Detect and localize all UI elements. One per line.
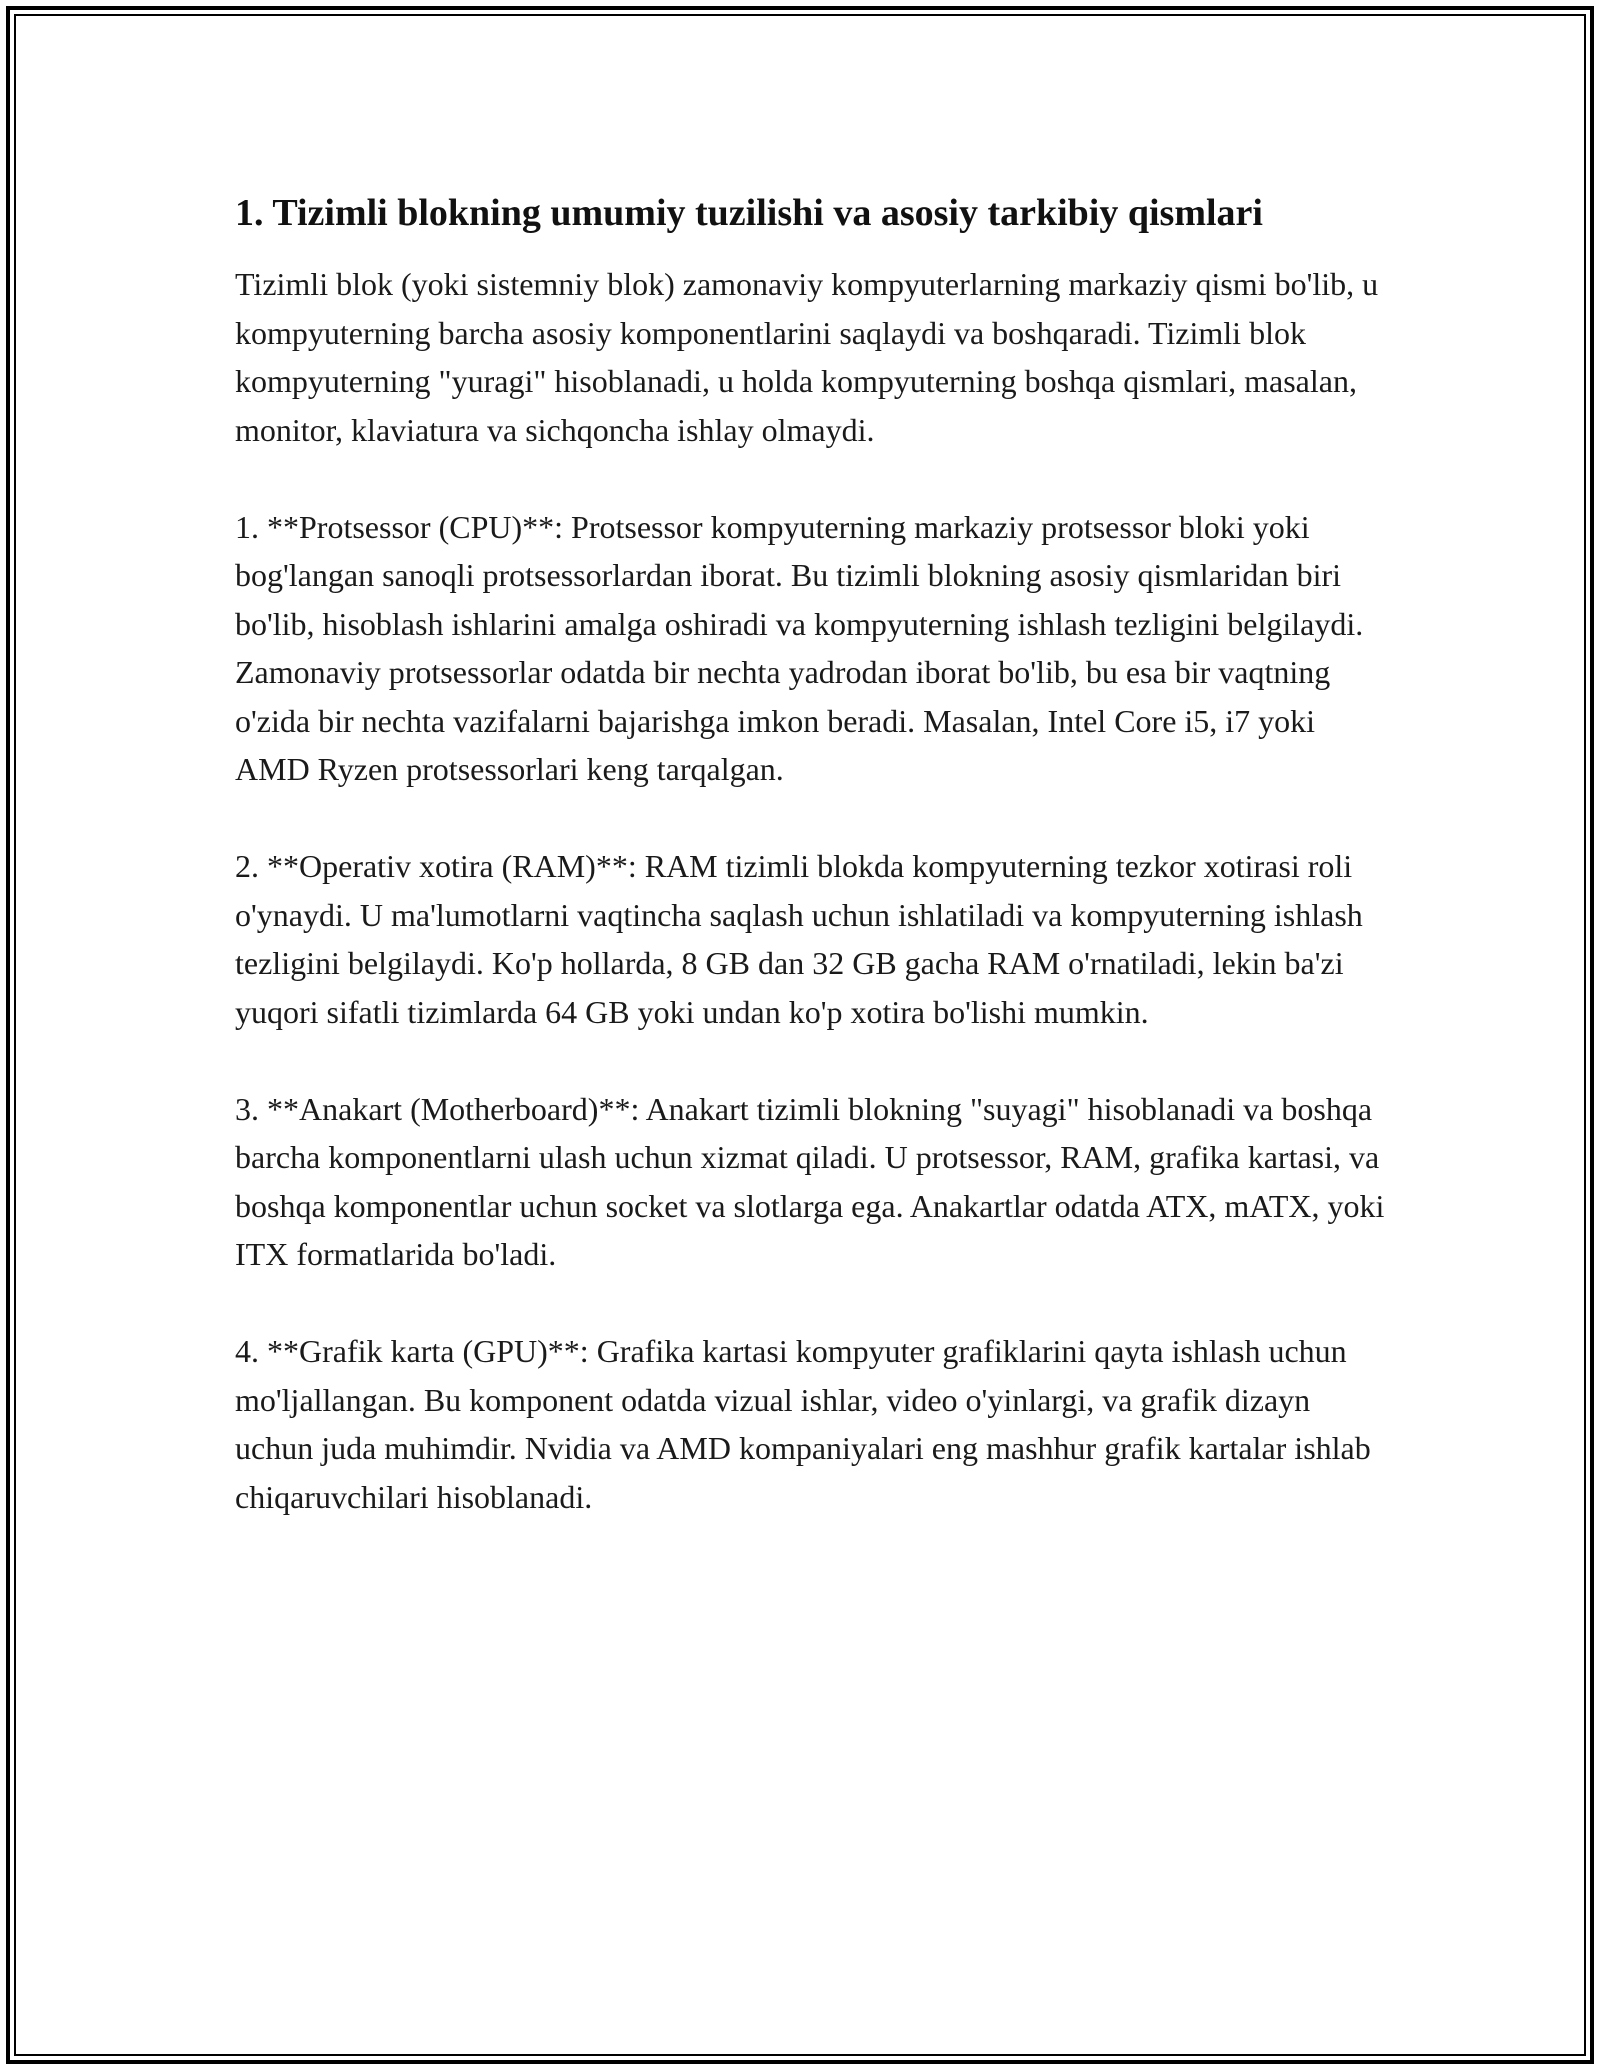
list-item-motherboard: 3. **Anakart (Motherboard)**: Anakart tizimli blokning "suyagi" hisoblanadi va boshqa barcha komponentlarni ulash uchun xizmat qiladi. U protsessor, RAM, grafika kartasi, va boshqa komponentlar uchun socket va slotlarga ega. Anakartlar odatda ATX, mATX, yoki ITX formatlarida bo'ladi. xyxy=(235,1090,1385,1272)
list-item-cpu: 1. **Protsessor (CPU)**: Protsessor kompyuterning markaziy protsessor bloki yoki bog'langan sanoqli protsessorlardan iborat. Bu tizimli blokning asosiy qismlaridan biri bo'lib, hisoblash ishlarini amalga oshiradi va kompyuterning ishlash tezligini belgilaydi. Zamonaviy protsessorlar odatda bir nechta yadrodan iborat bo'lib, bu esa bir vaqtning o'zida bir nechta vazifalarni bajarishga imkon beradi. Masalan, Intel Core i5, i7 yoki AMD Ryzen protsessorlari keng tarqalgan. xyxy=(235,508,1364,787)
intro-paragraph: Tizimli blok (yoki sistemniy blok) zamonaviy kompyuterlarning markaziy qismi bo'lib, u kompyuterning barcha asosiy komponentlarini saqlaydi va boshqaradi. Tizimli blok kompyuterning "yuragi" hisoblanadi, u holda kompyuterning boshqa qismlari, masalan, monitor, klaviatura va sichqoncha ishlay olmaydi. xyxy=(235,266,1379,448)
list-item-gpu: 4. **Grafik karta (GPU)**: Grafika kartasi kompyuter grafiklarini qayta ishlash uchun mo'ljallangan. Bu komponent odatda vizual ishlar, video o'yinlargi, va grafik dizayn uchun juda muhimdir. Nvidia va AMD kompaniyalari eng mashhur grafik kartalar ishlab chiqaruvchilari hisoblanadi. xyxy=(235,1333,1371,1515)
section-heading: 1. Tizimli blokning umumiy tuzilishi va asosiy tarkibiy qismlari xyxy=(235,192,1263,234)
document-body xyxy=(235,186,1385,1570)
list-item-ram: 2. **Operativ xotira (RAM)**: RAM tizimli blokda kompyuterning tezkor xotirasi roli o'ynaydi. U ma'lumotlarni vaqtincha saqlash uchun ishlatiladi va kompyuterning ishlash tezligini belgilaydi. Ko'p hollarda, 8 GB dan 32 GB gacha RAM o'rnatiladi, lekin ba'zi yuqori sifatli tizimlarda 64 GB yoki undan ko'p xotira bo'lishi mumkin. xyxy=(235,848,1363,1030)
